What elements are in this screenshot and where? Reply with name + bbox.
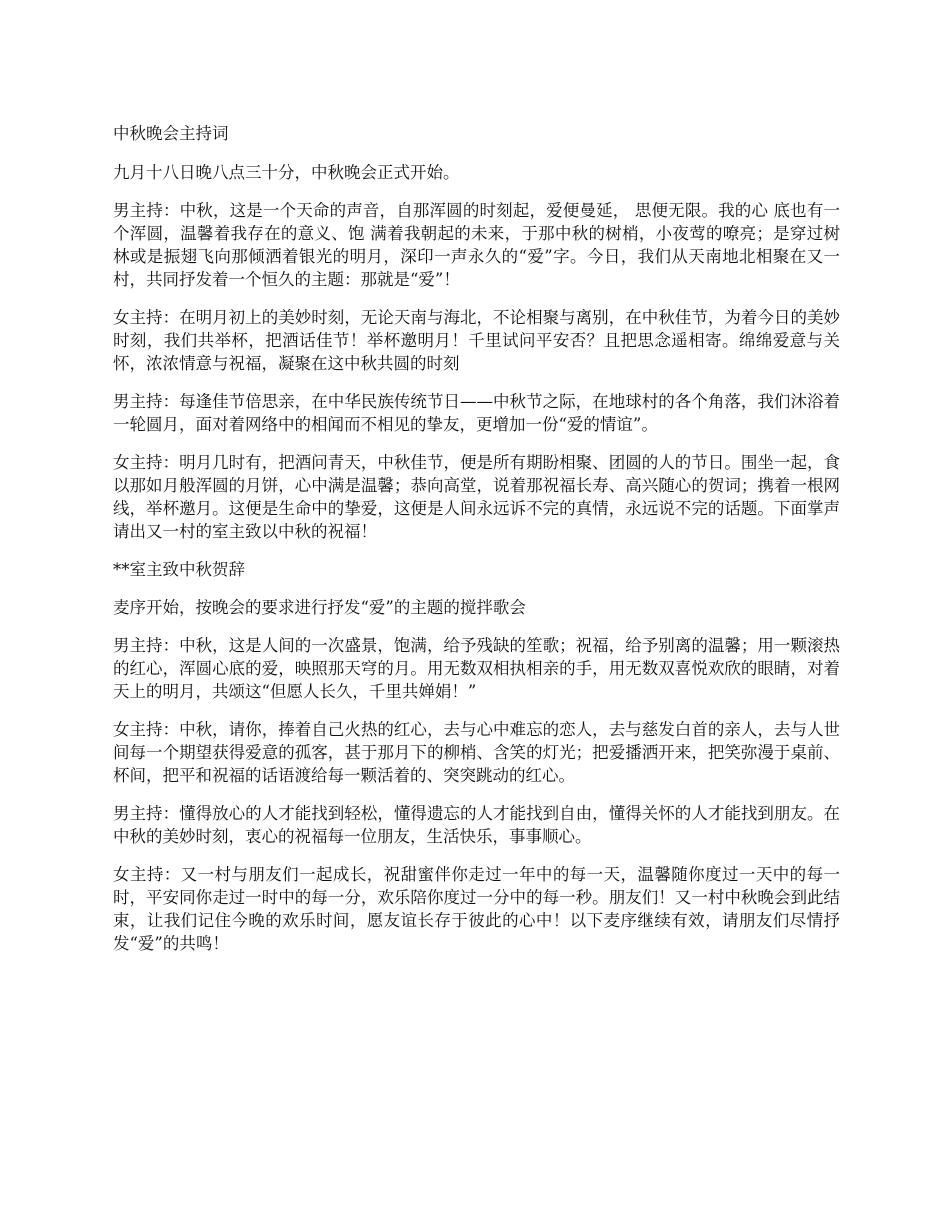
paragraph-male-host-3: 男主持：中秋，这是人间的一次盛景，饱满，给予残缺的笙歌；祝福，给予别离的温馨；用一颗滚热的红心，浑圆心底的爱，映照那天穹的月。用无数双相执相亲的手，用无数双喜悦欢欣的眼睛，对着天上的明月，共颂这“但愿人长久，千里共婵娟！” [113, 636, 840, 701]
paragraph-female-host-closing: 女主持：又一村与朋友们一起成长，祝甜蜜伴你走过一年中的每一天，温馨随你度过一天中的每一时，平安同你走过一时中的每一分，欢乐陪你度过一分中的每一秒。朋友们！又一村中秋晚会到此结束，让我们记住今晚的欢乐时间，愿友谊长存于彼此的心中！以下麦序继续有效，请朋友们尽情抒发“爱”的共鸣！ [113, 865, 840, 953]
document-page [113, 122, 840, 970]
paragraph-opening-time: 九月十八日晚八点三十分，中秋晚会正式开始。 [113, 163, 460, 182]
document-title: 中秋晚会主持词 [113, 124, 229, 143]
paragraph-female-host-3: 女主持：中秋，请你，捧着自己火热的红心，去与心中难忘的恋人，去与慈发白首的亲人，去与人世间每一个期望获得爱意的孤客，甚于那月下的柳梢、含笑的灯光；把爱播洒开来，把笑弥漫于桌前、杯间，把平和祝福的话语渡给每一颗活着的、突突跳动的红心。 [113, 720, 840, 785]
paragraph-male-host-1: 男主持：中秋，这是一个天命的声音，自那浑圆的时刻起，爱便曼延， 思便无限。我的心 底也有一个浑圆，温馨着我存在的意义、饱 满着我朝起的未来，于那中秋的树梢，小夜莺的嘹亮；是穿过树林或是振翅飞向那倾洒着银光的明月，深印一声永久的“爱”字。今日，我们从天南地北相聚在又一村，共同抒发着一个恒久的主题：那就是“爱”！ [113, 201, 840, 289]
paragraph-host-speech: **室主致中秋贺辞 [113, 560, 245, 579]
paragraph-female-host-2: 女主持：明月几时有，把酒问青天，中秋佳节，便是所有期盼相聚、团圆的人的节日。围坐一起，食以那如月般浑圆的月饼，心中满是温馨；恭向高堂，说着那祝福长寿、高兴随心的贺词；携着一根网线，举杯邀月。这便是生命中的挚爱，这便是人间永远诉不完的真情，永远说不完的话题。下面掌声请出又一村的室主致以中秋的祝福！ [113, 453, 840, 541]
paragraph-female-host-1: 女主持：在明月初上的美妙时刻，无论天南与海北，不论相聚与离别，在中秋佳节，为着今日的美妙时刻，我们共举杯，把酒话佳节！举杯邀明月！千里试问平安否？且把思念遥相寄。绵绵爱意与关怀，浓浓情意与祝福，凝聚在这中秋共圆的时刻 [113, 308, 840, 373]
paragraph-male-host-4: 男主持：懂得放心的人才能找到轻松，懂得遗忘的人才能找到自由，懂得关怀的人才能找到朋友。在中秋的美妙时刻，衷心的祝福每一位朋友，生活快乐，事事顺心。 [113, 804, 840, 846]
paragraph-male-host-2: 男主持：每逢佳节倍思亲，在中华民族传统节日——中秋节之际，在地球村的各个角落，我们沐浴着一轮圆月，面对着网络中的相闻而不相见的挚友，更增加一份“爱的情谊”。 [113, 392, 840, 434]
paragraph-song-session: 麦序开始，按晚会的要求进行抒发“爱”的主题的搅拌歌会 [113, 598, 526, 617]
